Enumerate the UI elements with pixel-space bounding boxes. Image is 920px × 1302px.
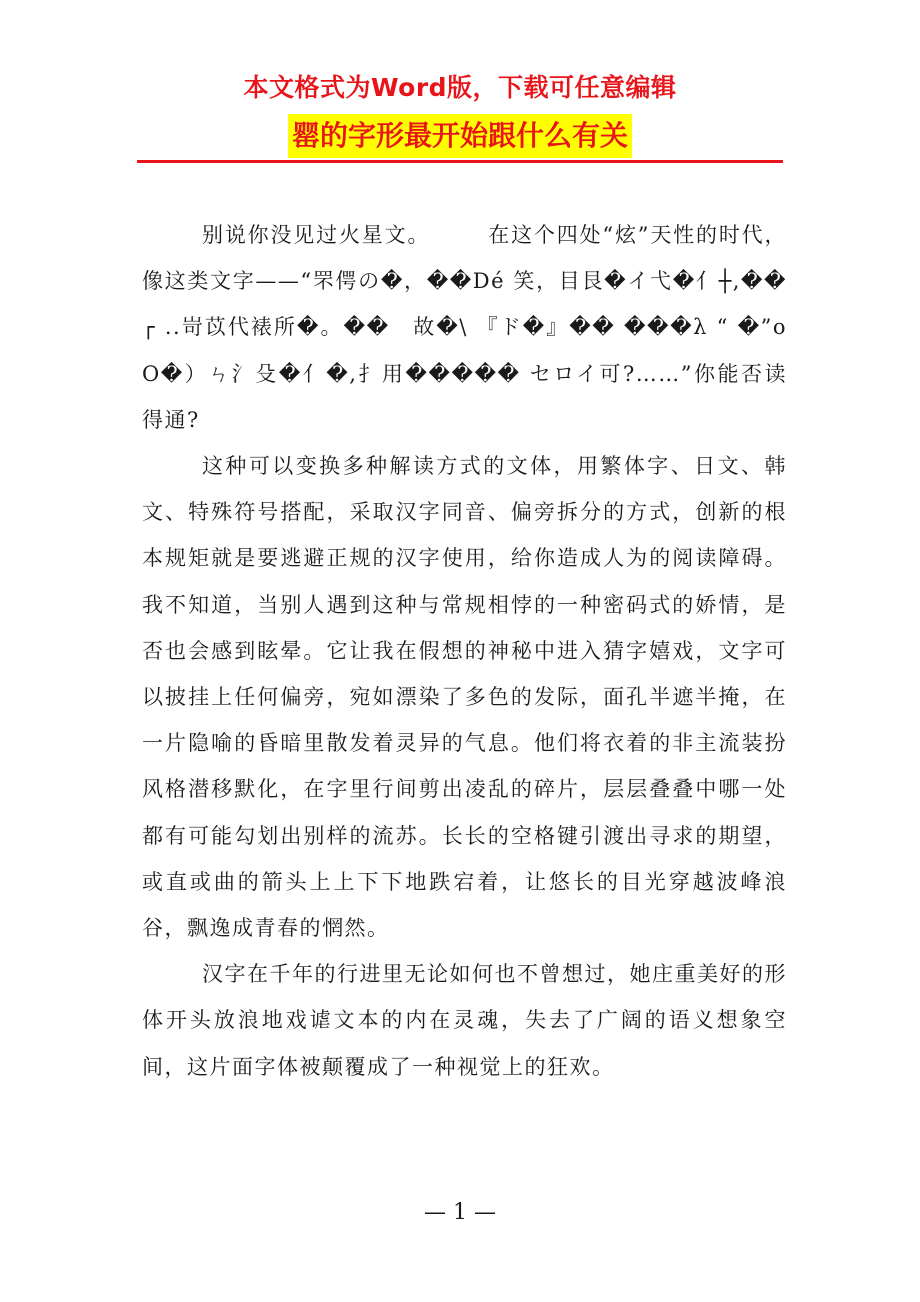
document-banner: 本文格式为Word版，下载可任意编辑 <box>243 73 677 102</box>
page-number: — 1 — <box>424 1200 496 1225</box>
paragraph-3: 汉字在千年的行进里无论如何也不曾想过，她庄重美好的形体开头放浪地戏谑文本的内在灵魂，失去了广阔的语义想象空间，这片面字体被颠覆成了一种视觉上的狂欢。 <box>142 962 787 1079</box>
document-title: 罂的字形最开始跟什么有关 <box>288 114 632 158</box>
title-container <box>0 114 920 158</box>
title-divider <box>137 160 783 163</box>
paragraph-2: 这种可以变换多种解读方式的文体，用繁体字、日文、韩文、特殊符号搭配，采取汉字同音、偏旁拆分的方式，创新的根本规矩就是要逃避正规的汉字使用，给你造成人为的阅读障碍。我不知道，当别人遇到这种与常规相悖的一种密码式的娇情，是否也会感到眩晕。它让我在假想的神秘中进入猜字嬉戏，文字可以披挂上任何偏旁，宛如漂染了多色的发际，面孔半遮半掩，在一片隐喻的昏暗里散发着灵异的气息。他们将衣着的非主流装扮风格潜移默化，在字里行间剪出凌乱的碎片，层层叠叠中哪一处都有可能勾划出别样的流苏。长长的空格键引渡出寻求的期望，或直或曲的箭头上上下下地跌宕着，让悠长的目光穿越波峰浪谷，飘逸成青春的惘然。 <box>142 454 787 941</box>
paragraph-1: 别说你没见过火星文。 在这个四处“炫”天性的时代，像这类文字——“罘偔の�，��Dé 笑，目艮�イ弋�亻┼,�� ┌ ..岢苡代裱所�。�� 故�\ 『ド�』�� ���λ “ �”oO�）ㄣ氵殳�亻�,扌用����� セロイ可?……”你能否读得通? <box>142 223 787 432</box>
document-body <box>142 212 787 1090</box>
